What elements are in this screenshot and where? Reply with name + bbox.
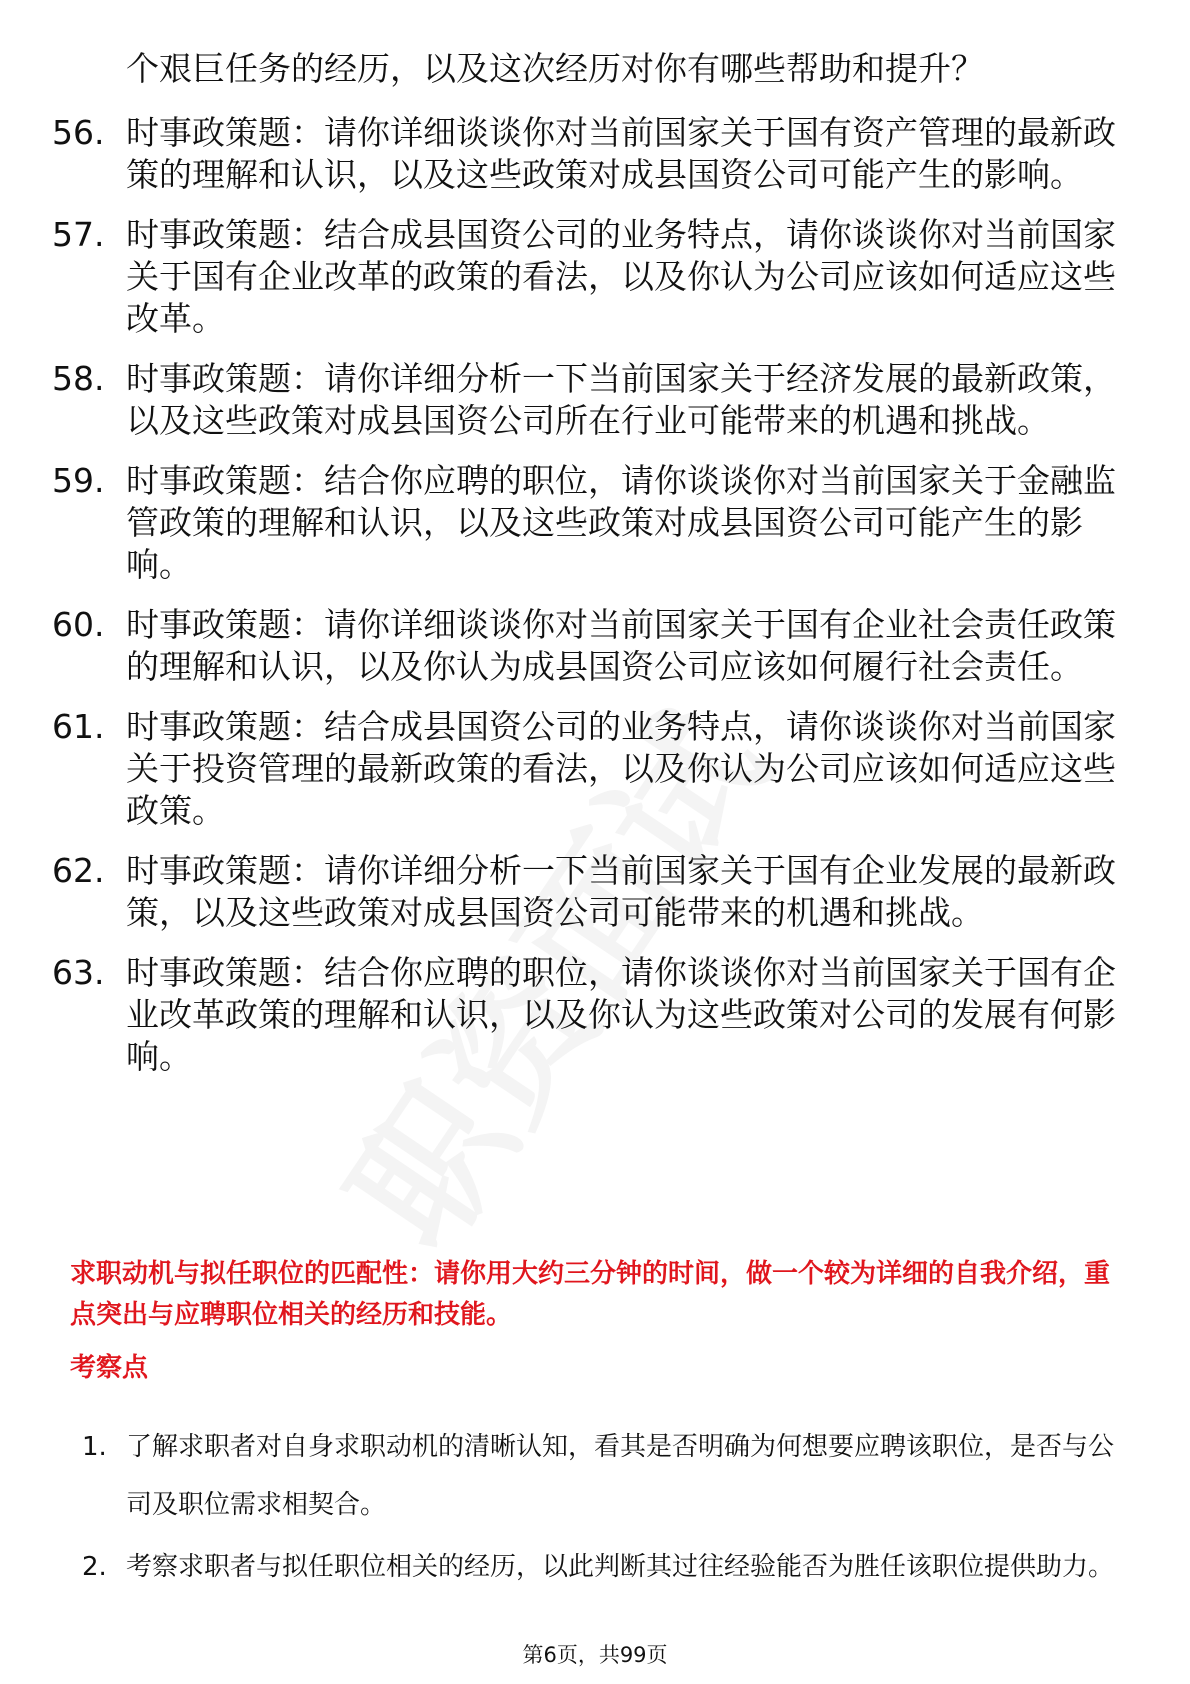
question-text: 时事政策题：请你详细分析一下当前国家关于国有企业发展的最新政策，以及这些政策对成县国资公司可能带来的机遇和挑战。 — [126, 851, 1116, 932]
question-text: 时事政策题：请你详细分析一下当前国家关于经济发展的最新政策，以及这些政策对成县国资公司所在行业可能带来的机遇和挑战。 — [126, 359, 1116, 440]
question-text: 时事政策题：结合成县国资公司的业务特点，请你谈谈你对当前国家关于国有企业改革的政策的看法，以及你认为公司应该如何适应这些改革。 — [126, 215, 1116, 338]
point-text: 了解求职者对自身求职动机的清晰认知，看其是否明确为何想要应聘该职位，是否与公司及职位需求相契合。 — [126, 1432, 1115, 1520]
question-text: 时事政策题：请你详细谈谈你对当前国家关于国有资产管理的最新政策的理解和认识，以及这些政策对成县国资公司可能产生的影响。 — [126, 113, 1116, 194]
question-number: 59. — [52, 461, 105, 500]
question-number: 60. — [52, 605, 105, 644]
question-number: 62. — [52, 851, 105, 890]
question-number: 56. — [52, 113, 105, 152]
question-number: 58. — [52, 359, 105, 398]
point-number: 1. — [82, 1432, 107, 1462]
assessment-point — [82, 1538, 1122, 1596]
question-item — [52, 358, 1122, 442]
point-number: 2. — [82, 1552, 107, 1582]
continuation-text: 个艰巨任务的经历，以及这次经历对你有哪些帮助和提升？ — [126, 49, 984, 88]
assessment-points-list — [82, 1418, 1122, 1600]
question-item — [52, 460, 1122, 586]
page-footer: 第6页，共99页 — [522, 1643, 668, 1667]
question-item — [52, 850, 1122, 934]
assessment-point — [82, 1418, 1122, 1534]
question-item — [52, 112, 1122, 196]
assessment-title: 考察点 — [70, 1353, 149, 1383]
question-text: 时事政策题：请你详细谈谈你对当前国家关于国有企业社会责任政策的理解和认识，以及你认为成县国资公司应该如何履行社会责任。 — [126, 605, 1116, 686]
question-item — [52, 214, 1122, 340]
point-text: 考察求职者与拟任职位相关的经历，以此判断其过往经验能否为胜任该职位提供助力。 — [126, 1552, 1115, 1582]
question-number: 61. — [52, 707, 105, 746]
question-text: 时事政策题：结合成县国资公司的业务特点，请你谈谈你对当前国家关于投资管理的最新政策的看法，以及你认为公司应该如何适应这些政策。 — [126, 707, 1116, 830]
question-number: 57. — [52, 215, 105, 254]
question-item — [52, 952, 1122, 1078]
question-list — [52, 112, 1122, 1096]
question-number: 63. — [52, 953, 105, 992]
question-text: 时事政策题：结合你应聘的职位，请你谈谈你对当前国家关于金融监管政策的理解和认识，以及这些政策对成县国资公司可能产生的影响。 — [126, 461, 1116, 584]
question-item — [52, 706, 1122, 832]
question-item — [52, 604, 1122, 688]
motivation-question-heading: 求职动机与拟任职位的匹配性：请你用大约三分钟的时间，做一个较为详细的自我介绍，重点突出与应聘职位相关的经历和技能。 — [70, 1259, 1111, 1330]
question-text: 时事政策题：结合你应聘的职位，请你谈谈你对当前国家关于国有企业改革政策的理解和认识，以及你认为这些政策对公司的发展有何影响。 — [126, 953, 1116, 1076]
